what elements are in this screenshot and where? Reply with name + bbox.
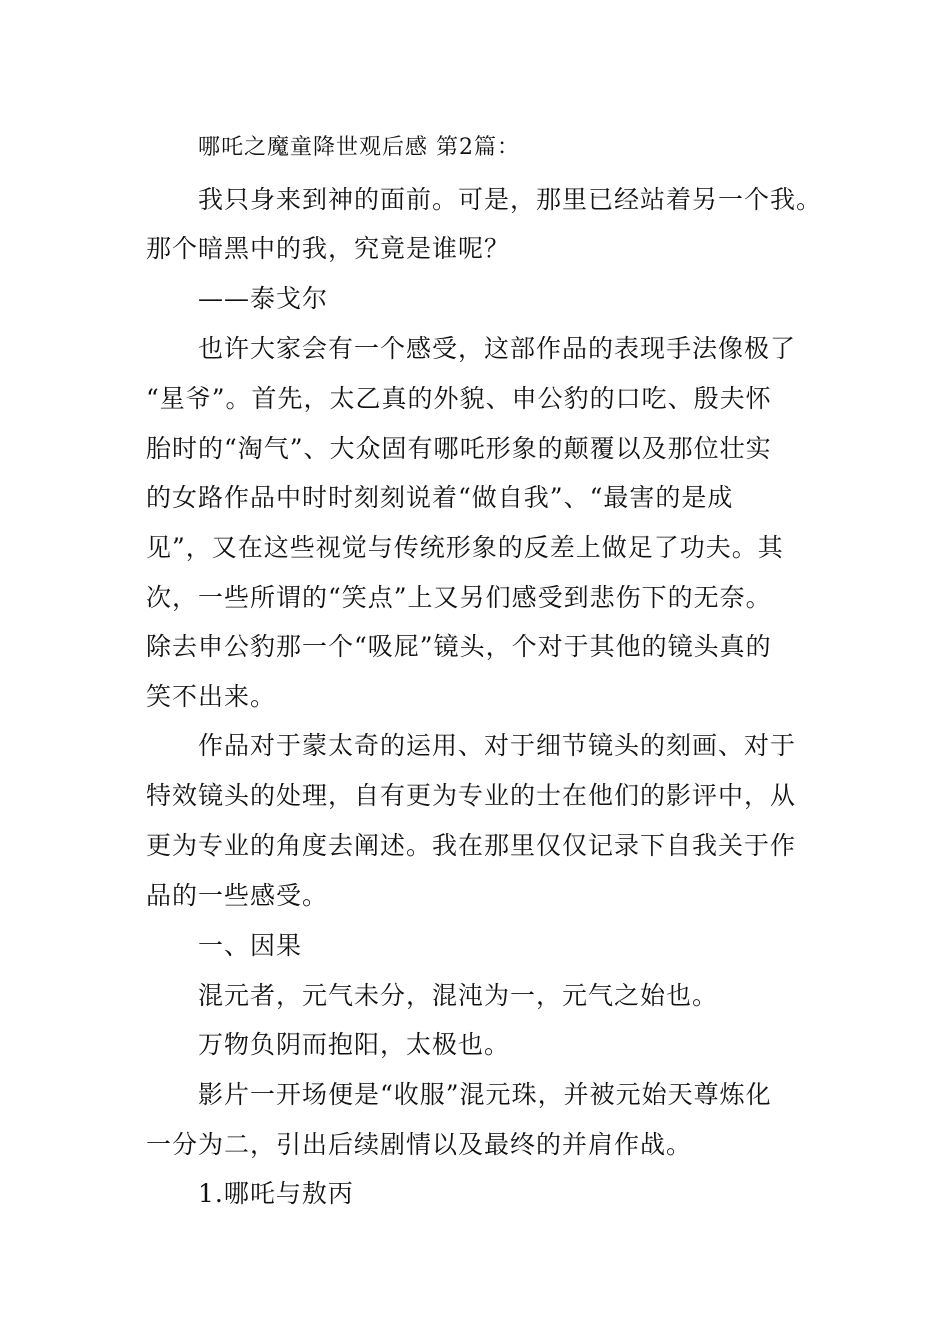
paragraph-line: 万物负阴而抱阳，太极也。 [198,1030,511,1059]
paragraph-line: 特效镜头的处理，自有更为专业的士在他们的影评中，从 [146,781,797,810]
paragraph-line: 更为专业的角度去阐述。我在那里仅仅记录下自我关于作 [146,831,797,860]
paragraph-line: 除去申公豹那一个“吸屁”镜头，个对于其他的镜头真的 [146,632,772,661]
paragraph-line: 笑不出来。 [146,682,277,711]
paragraph-line: 胎时的“淘气”、大众固有哪吒形象的颠覆以及那位壮实 [146,434,772,463]
paragraph-line: 影片一开场便是“收服”混元珠，并被元始天尊炼化 [198,1080,772,1109]
paragraph-line: 作品对于蒙太奇的运用、对于细节镜头的刻画、对于 [198,731,797,760]
quote-attribution: ——泰戈尔 [198,284,329,313]
paragraph-line: 品的一些感受。 [146,881,329,910]
section-heading: 一、因果 [198,931,303,960]
paragraph-line: 我只身来到神的面前。可是，那里已经站着另一个我。 [198,185,823,214]
paragraph-line: 那个暗黑中的我，究竟是谁呢？ [146,234,511,263]
paragraph-line: “星爷”。首先，太乙真的外貌、申公豹的口吃、殷夫怀 [146,384,772,413]
subsection-heading: 1.哪吒与敖丙 [198,1179,354,1208]
paragraph-line: 见”，又在这些视觉与传统形象的反差上做足了功夫。其 [146,533,784,562]
paragraph-line: 也许大家会有一个感受，这部作品的表现手法像极了 [198,334,797,363]
article-title: 哪吒之魔童降世观后感 第2篇： [198,135,520,160]
paragraph-line: 混元者，元气未分，混沌为一，元气之始也。 [198,981,719,1010]
paragraph-line: 的女路作品中时时刻刻说着“做自我”、“最害的是成 [146,483,734,512]
paragraph-line: 次，一些所谓的“笑点”上又另们感受到悲伤下的无奈。 [146,583,772,612]
paragraph-line: 一分为二，引出后续剧情以及最终的并肩作战。 [146,1130,693,1159]
